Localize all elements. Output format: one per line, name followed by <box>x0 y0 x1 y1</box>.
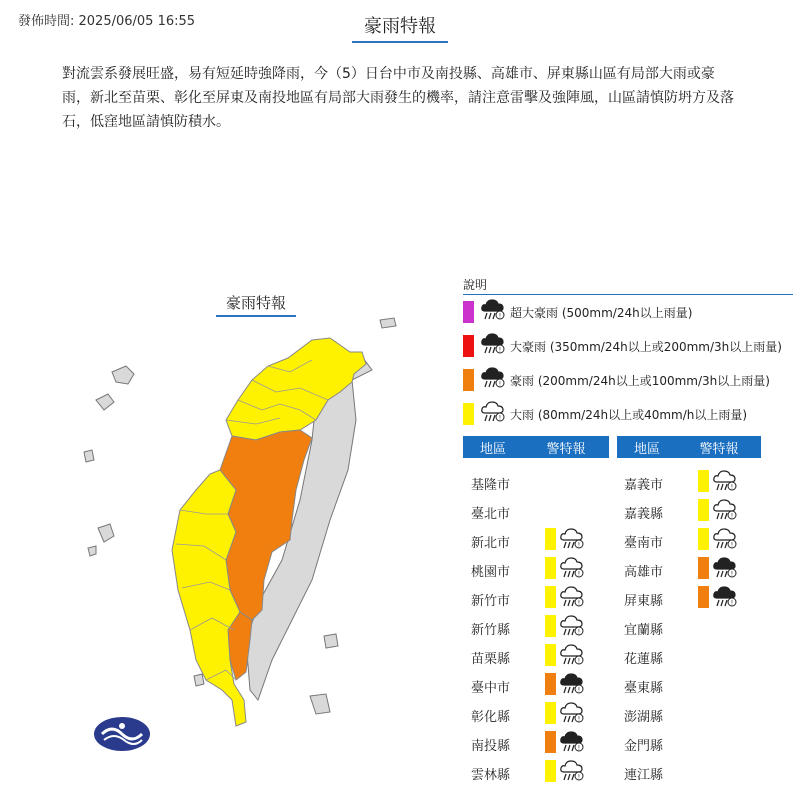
svg-text:!: ! <box>498 346 502 354</box>
legend-swatch <box>463 335 474 357</box>
forecast-description: 對流雲系發展旺盛，易有短延時強降雨，今（5）日台中市及南投縣、高雄市、屏東縣山區有局部大雨或豪雨，新北至苗栗、彰化至屏東及南投地區有局部大雨發生的機率，請注意雷擊及強陣風，山區請慎防坍方及落石，低窪地區請慎防積水。 <box>62 66 734 130</box>
region-name: 花蓮縣 <box>624 651 664 667</box>
thunderstorm-icon <box>480 366 506 394</box>
warning-level-badge <box>698 586 709 608</box>
region-name: 新竹市 <box>471 593 511 609</box>
legend-item <box>463 334 782 358</box>
header-region: 地區 <box>479 441 506 457</box>
region-name: 臺中市 <box>471 680 511 696</box>
legend-divider <box>463 294 793 295</box>
table-header-left <box>463 436 609 458</box>
svg-text:!: ! <box>498 414 502 422</box>
rain-cloud-icon <box>559 556 585 580</box>
legend-label: 大雨 (80mm/24h以上或40mm/h以上雨量) <box>510 407 748 422</box>
legend-swatch <box>463 301 474 323</box>
rain-cloud-icon <box>559 585 585 609</box>
map-title: 豪雨特報 <box>216 292 296 317</box>
region-name: 南投縣 <box>471 738 511 754</box>
rain-cloud-icon <box>559 614 585 638</box>
legend-label: 大豪雨 (350mm/24h以上或200mm/3h以上雨量) <box>510 339 782 354</box>
warning-level-badge <box>698 470 709 492</box>
rain-cloud-icon <box>712 469 738 493</box>
region-name: 連江縣 <box>624 767 664 783</box>
cwa-logo <box>94 717 150 751</box>
svg-text:!: ! <box>577 570 581 578</box>
svg-text:!: ! <box>577 773 581 781</box>
header-warning: 警特報 <box>546 441 586 457</box>
svg-text:!: ! <box>498 380 502 388</box>
rain-cloud-icon <box>480 400 506 428</box>
thunderstorm-icon <box>712 585 738 609</box>
warning-level-badge <box>545 760 556 782</box>
thunderstorm-icon <box>480 332 506 360</box>
warning-level-badge <box>698 557 709 579</box>
legend-item <box>463 368 770 392</box>
region-name: 臺北市 <box>471 506 511 522</box>
region-name: 苗栗縣 <box>471 651 511 667</box>
rain-cloud-icon <box>712 498 738 522</box>
warning-level-badge <box>698 528 709 550</box>
svg-text:!: ! <box>577 541 581 549</box>
legend-item <box>463 402 747 426</box>
svg-text:!: ! <box>730 541 734 549</box>
rain-cloud-icon <box>559 527 585 551</box>
region-name: 新北市 <box>471 535 511 551</box>
region-name: 基隆市 <box>471 477 511 493</box>
issued-time: 發佈時間: 2025/06/05 16:55 <box>18 14 196 29</box>
region-name: 屏東縣 <box>624 593 664 609</box>
svg-text:!: ! <box>577 628 581 636</box>
svg-text:!: ! <box>730 483 734 491</box>
legend-label: 超大豪雨 (500mm/24h以上雨量) <box>510 305 693 320</box>
rain-cloud-icon <box>559 701 585 725</box>
legend-title: 說明 <box>463 278 488 292</box>
warning-level-badge <box>545 673 556 695</box>
region-name: 高雄市 <box>624 564 664 580</box>
warning-level-badge <box>545 557 556 579</box>
warning-level-badge <box>698 499 709 521</box>
warning-level-badge <box>545 586 556 608</box>
region-name: 宜蘭縣 <box>624 622 664 638</box>
warning-level-badge <box>545 615 556 637</box>
region-name: 金門縣 <box>624 738 664 754</box>
thunderstorm-icon <box>559 730 585 754</box>
svg-text:!: ! <box>498 312 502 320</box>
warning-level-badge <box>545 644 556 666</box>
rain-cloud-icon <box>559 759 585 783</box>
svg-text:!: ! <box>730 512 734 520</box>
region-name: 嘉義縣 <box>624 506 664 522</box>
svg-text:!: ! <box>577 715 581 723</box>
region-name: 雲林縣 <box>471 767 511 783</box>
thunderstorm-icon <box>559 672 585 696</box>
region-name: 臺東縣 <box>624 680 664 696</box>
svg-text:!: ! <box>577 744 581 752</box>
svg-text:!: ! <box>577 657 581 665</box>
svg-text:!: ! <box>577 686 581 694</box>
region-name: 彰化縣 <box>471 709 511 725</box>
region-name: 嘉義市 <box>624 477 664 493</box>
header-region: 地區 <box>633 441 660 457</box>
header-warning: 警特報 <box>699 441 739 457</box>
thunderstorm-icon <box>712 556 738 580</box>
page-title: 豪雨特報 <box>352 12 448 43</box>
legend-label: 豪雨 (200mm/24h以上或100mm/3h以上雨量) <box>510 373 770 388</box>
region-name: 澎湖縣 <box>624 709 664 725</box>
svg-text:!: ! <box>730 599 734 607</box>
legend-item <box>463 300 692 324</box>
warning-level-badge <box>545 702 556 724</box>
rain-cloud-icon <box>712 527 738 551</box>
legend-swatch <box>463 403 474 425</box>
rain-cloud-icon <box>559 643 585 667</box>
warning-level-badge <box>545 528 556 550</box>
warning-level-badge <box>545 731 556 753</box>
region-name: 新竹縣 <box>471 622 511 638</box>
svg-text:!: ! <box>577 599 581 607</box>
legend-swatch <box>463 369 474 391</box>
svg-text:!: ! <box>730 570 734 578</box>
region-name: 桃園市 <box>471 564 511 580</box>
table-header-right <box>617 436 761 458</box>
region-name: 臺南市 <box>624 535 664 551</box>
thunderstorm-icon <box>480 298 506 326</box>
